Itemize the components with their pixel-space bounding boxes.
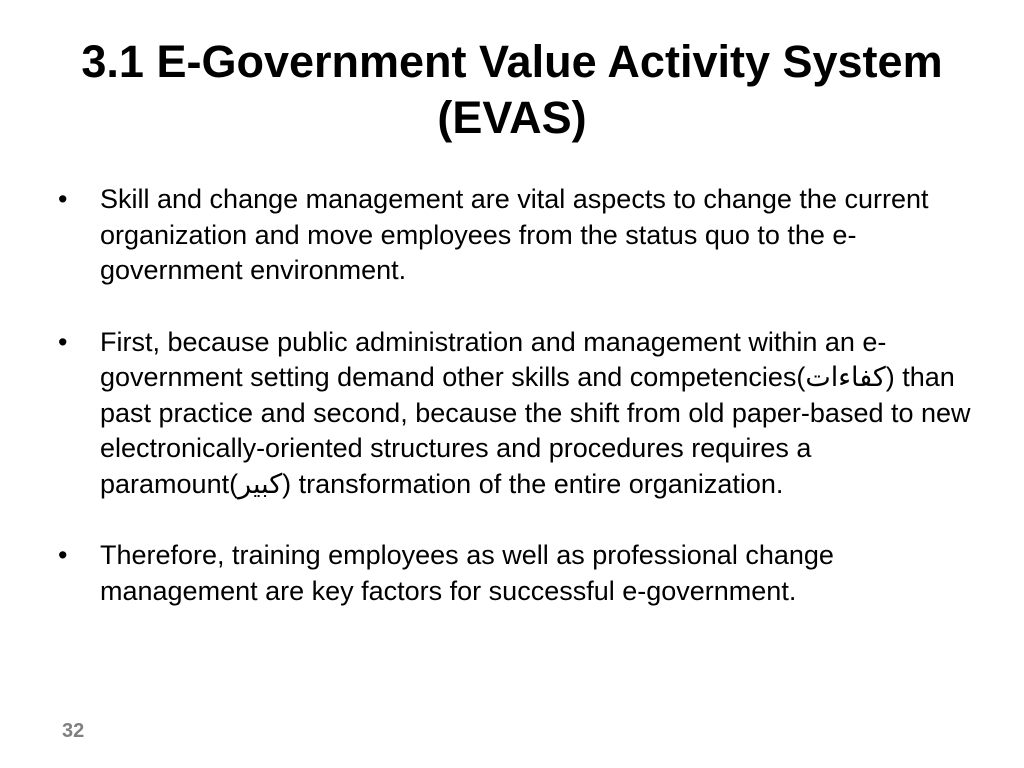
bullet-item (56, 538, 976, 609)
bullet-icon: • (58, 184, 68, 214)
bullet-text: Skill and change management are vital aspects to change the current organization and move employees from the status quo to the e-government environment. (100, 184, 929, 285)
bullet-list (56, 182, 976, 645)
bullet-item (56, 325, 976, 503)
bullet-icon: • (58, 326, 68, 357)
page-number: 32 (62, 720, 85, 742)
bullet-text: First, because public administration and management within an e-government setting demand other skills and competencies(كفاءات) than past practice and second, because the shift from old paper-based to new electronically-oriented structures and procedures requires a paramount(كبير) transformation of the entire organization. (100, 326, 971, 499)
bullet-item (56, 182, 976, 289)
bullet-text: Therefore, training employees as well as professional change management are key factors for successful e-government. (100, 540, 834, 606)
slide-title: 3.1 E-Government Value Activity System (EVAS) (81, 36, 943, 143)
bullet-icon: • (58, 540, 68, 570)
